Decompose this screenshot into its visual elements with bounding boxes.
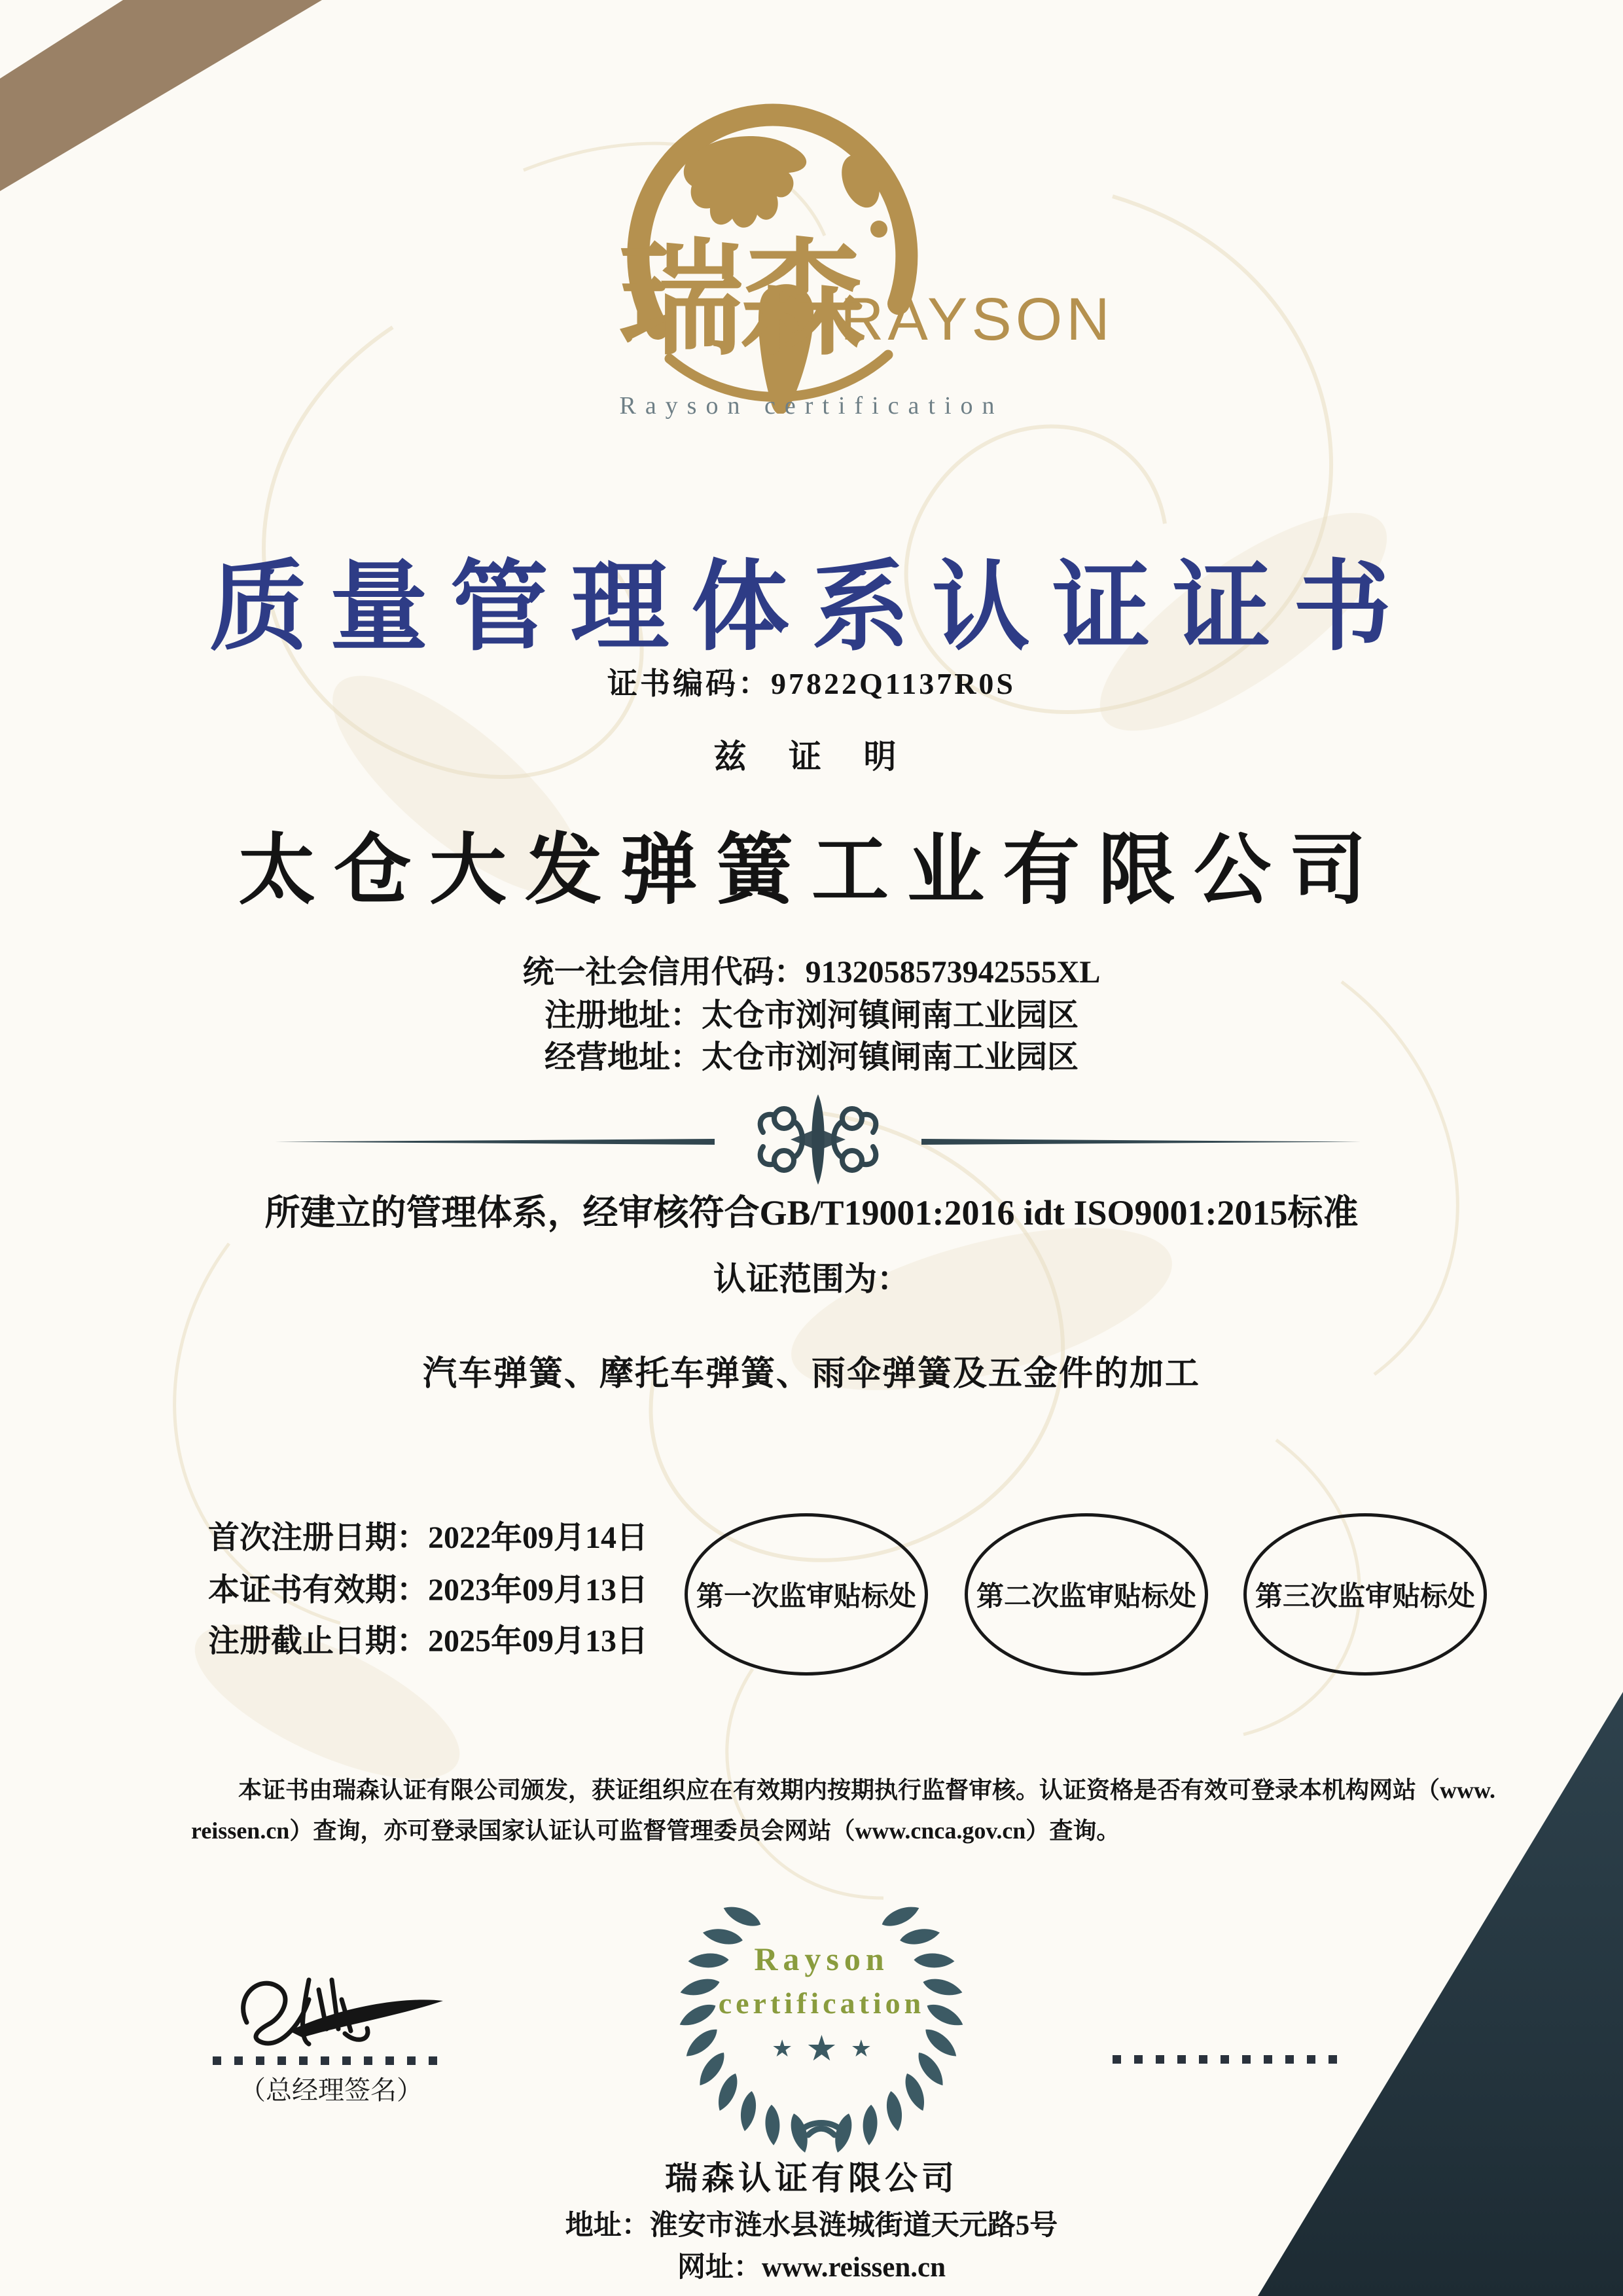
- company-name: 太仓大发弹簧工业有限公司: [238, 828, 1385, 914]
- issuer-website: 网址：www.reissen.cn: [677, 2252, 946, 2283]
- logo-cn-text: 瑞森: [618, 231, 862, 370]
- scope-label: 认证范围为：: [713, 1261, 910, 1297]
- scope-text: 汽车弹簧、摩托车弹簧、雨伞弹簧及五金件的加工: [422, 1355, 1200, 1393]
- general-manager-signature: [211, 1960, 453, 2055]
- registered-address-line: 注册地址：太仓市浏河镇闸南工业园区: [544, 998, 1079, 1033]
- date-value: 2025年09月13日: [428, 1624, 649, 1659]
- issuance-note-line2: reissen.cn）查询，亦可登录国家认证认可监督管理委员会网站（www.cnca.gov.cn）查询。: [191, 1818, 1120, 1844]
- certify-statement: 兹 证 明: [713, 738, 910, 775]
- first-audit-sticker-seal: [685, 1513, 928, 1676]
- date-label: 本证书有效期：: [208, 1573, 429, 1607]
- signature-caption: （总经理签名）: [240, 2075, 423, 2105]
- seal-text: 第三次监审贴标处: [1255, 1582, 1475, 1612]
- second-audit-sticker-seal: [965, 1513, 1208, 1676]
- expiry-date-row: [208, 1615, 648, 1660]
- date-value: 2022年09月14日: [428, 1520, 649, 1555]
- wreath-stars: [673, 2028, 971, 2069]
- credit-code-line: 统一社会信用代码：9132058573942555XL: [522, 955, 1101, 990]
- validity-date-row: [208, 1564, 648, 1609]
- issuance-note: [191, 1770, 1496, 1851]
- top-left-ribbon: [0, 0, 322, 191]
- first-registration-date-row: [208, 1512, 648, 1557]
- wreath-text-line2: certification: [718, 1986, 925, 2020]
- logo-en-text: RAYSON: [840, 286, 1114, 353]
- issuer-company: 瑞森认证有限公司: [665, 2160, 958, 2197]
- certificate-number: 证书编码：97822Q1137R0S: [607, 667, 1016, 700]
- star-icon: ★: [850, 2035, 872, 2062]
- standard-conformity-line: 所建立的管理体系，经审核符合GB/T19001:2016 idt ISO9001:2015标准: [264, 1193, 1359, 1232]
- issuer-address: 地址：淮安市涟水县涟城街道天元路5号: [565, 2210, 1058, 2241]
- right-dotted-line: [1113, 2055, 1347, 2064]
- third-audit-sticker-seal: [1243, 1513, 1487, 1676]
- logo-caption: Rayson certification: [619, 392, 1004, 420]
- date-label: 注册截止日期：: [208, 1624, 429, 1659]
- seal-text: 第二次监审贴标处: [976, 1582, 1196, 1612]
- rayson-globe-logo: [592, 73, 959, 414]
- continent-north-america: [684, 136, 806, 228]
- star-icon: ★: [772, 2035, 793, 2062]
- divider-flourish-ornament: [713, 1088, 923, 1193]
- certificate-title: 质量管理体系认证证书: [209, 554, 1414, 662]
- signature-dotted-line: [213, 2056, 450, 2065]
- wreath-text-line1: Rayson: [754, 1941, 889, 1977]
- star-icon: ★: [806, 2029, 838, 2068]
- issuance-note-line1: 本证书由瑞森认证有限公司颁发，获证组织应在有效期内按期执行监督审核。认证资格是否有效可登录本机构网站（www.: [238, 1777, 1496, 1803]
- seal-text: 第一次监审贴标处: [696, 1582, 916, 1612]
- date-value: 2023年09月13日: [428, 1573, 649, 1607]
- continent-africa-dot: [870, 221, 887, 238]
- date-label: 首次注册日期：: [208, 1520, 429, 1555]
- business-address-line: 经营地址：太仓市浏河镇闸南工业园区: [544, 1040, 1079, 1075]
